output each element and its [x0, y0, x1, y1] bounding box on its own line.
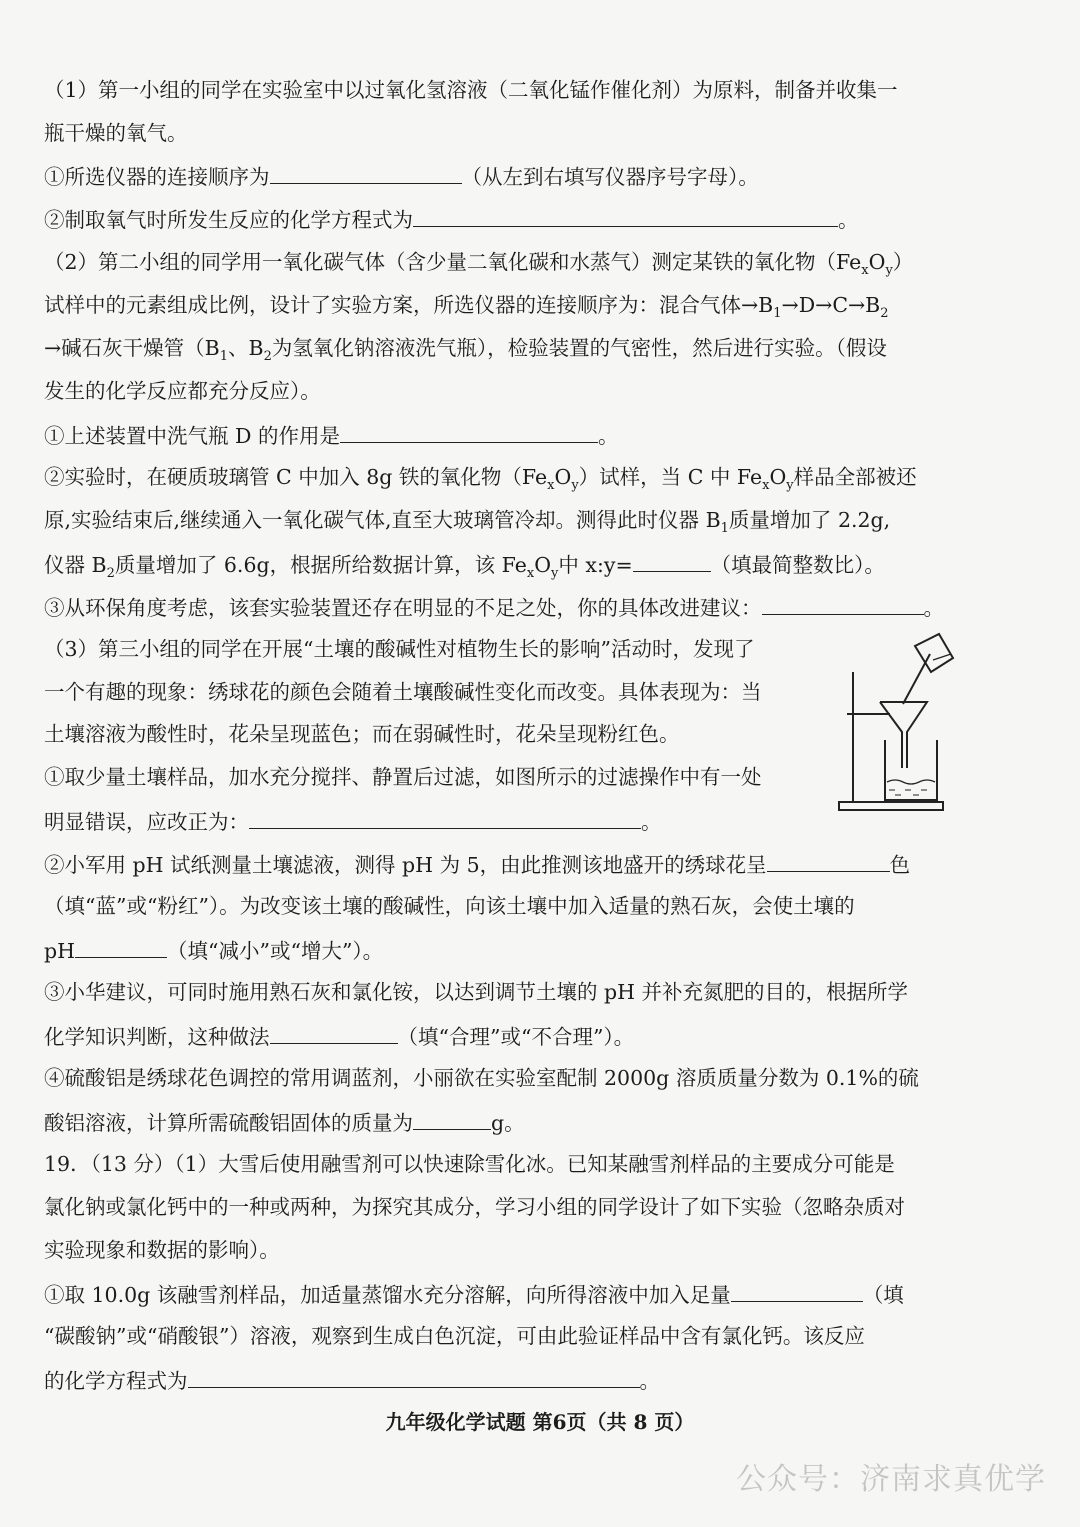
- q18-part3-item2-cont: （填“蓝”或“粉红”）。为改变该土壤的酸碱性，向该土壤中加入适量的熟石灰，会使土壤的: [44, 894, 855, 918]
- answer-blank[interactable]: [731, 1281, 863, 1302]
- q18-part1-intro: （1）第一小组的同学在实验室中以过氧化氢溶液（二氧化锰作催化剂）为原料，制备并收集一: [44, 78, 898, 102]
- q19-intro-cont2: 实验现象和数据的影响）。: [44, 1238, 280, 1262]
- q18-part2-item3: ③从环保角度考虑，该套实验装置还存在明显的不足之处，你的具体改进建议： 。: [44, 596, 944, 620]
- answer-blank[interactable]: [188, 1367, 640, 1388]
- q18-part3-item1: ①取少量土壤样品，加水充分搅拌、静置后过滤，如图所示的过滤操作中有一处: [44, 765, 762, 789]
- q18-part2-item2-cont: 原,实验结束后,继续通入一氧化碳气体,直至大玻璃管冷却。测得此时仪器 $B_1$质量增加了 2.2g,: [44, 508, 891, 537]
- glass-rod: [903, 654, 930, 704]
- q18-part2-item2: ②实验时，在硬质玻璃管 C 中加入 8g 铁的氧化物$(Fe_xO_y)$试样，当 C 中 $Fe_xO_y$样品全部被还: [44, 465, 917, 494]
- answer-blank[interactable]: [75, 937, 167, 958]
- answer-blank[interactable]: [270, 163, 462, 184]
- q18-part3-item1-cont: 明显错误，应改正为： 。: [44, 810, 662, 834]
- q19-item1: ①取 10.0g 该融雪剂样品，加适量蒸馏水充分溶解，向所得溶液中加入足量 （填: [44, 1283, 904, 1307]
- q18-part2-item1: ①上述装置中洗气瓶 D 的作用是 。: [44, 424, 619, 448]
- answer-blank[interactable]: [270, 1023, 398, 1044]
- q18-part3-item4: ④硫酸铝是绣球花色调控的常用调蓝剂，小丽欲在实验室配制 2000g 溶质质量分数为 0.1%的硫: [44, 1066, 919, 1090]
- q18-part2-intro-cont: 试样中的元素组成比例，设计了实验方案，所选仪器的连接顺序为：混合气体$\to B_1\to D\to C\to B_2$: [44, 293, 889, 322]
- answer-blank[interactable]: [767, 851, 890, 872]
- q18-part1-item1: ①所选仪器的连接顺序为 （从左到右填写仪器序号字母）。: [44, 165, 759, 189]
- filtration-apparatus-figure: [835, 632, 955, 817]
- funnel-inner: [880, 702, 902, 768]
- q18-part2-item2-cont2: 仪器 $B_2$质量增加了 6.6g，根据所给数据计算，该 $Fe_xO_y$中 x:y= （填最简整数比）。: [44, 553, 885, 582]
- q19-intro: 19．（13 分）（1）大雪后使用融雪剂可以快速除雪化冰。已知某融雪剂样品的主要成分可能是: [44, 1152, 895, 1176]
- q19-item1-cont2: 的化学方程式为 。: [44, 1369, 660, 1393]
- q18-part1-intro-cont: 瓶干燥的氧气。: [44, 121, 188, 145]
- page-footer: 九年级化学试题 第6页（共 8 页）: [385, 1410, 695, 1434]
- answer-blank[interactable]: [413, 1109, 491, 1130]
- answer-blank[interactable]: [762, 594, 924, 615]
- q18-part3-item3-cont: 化学知识判断，这种做法 （填“合理”或“不合理”）。: [44, 1025, 635, 1049]
- q18-part3-item4-cont: 酸铝溶液，计算所需硫酸铝固体的质量为 g。: [44, 1111, 525, 1135]
- q18-part3-intro-cont2: 土壤溶液为酸性时，花朵呈现蓝色；而在弱碱性时，花朵呈现粉红色。: [44, 722, 680, 746]
- q18-part3-intro-cont: 一个有趣的现象：绣球花的颜色会随着土壤酸碱性变化而改变。具体表现为：当: [44, 680, 762, 704]
- q18-part1-item2: ②制取氧气时所发生反应的化学方程式为 。: [44, 208, 859, 232]
- q18-part2-intro: （2）第二小组的同学用一氧化碳气体（含少量二氧化碳和水蒸气）测定某铁的氧化物$(Fe_xO_y)$: [44, 250, 914, 279]
- answer-blank[interactable]: [249, 808, 641, 829]
- receiving-beaker: [885, 740, 937, 800]
- q18-part3-item2-cont2: pH （填“减小”或“增大”）。: [44, 939, 384, 963]
- answer-blank[interactable]: [633, 551, 711, 572]
- q18-part3-item2: ②小军用 pH 试纸测量土壤滤液，测得 pH 为 5，由此推测该地盛开的绣球花呈 色: [44, 853, 911, 877]
- answer-blank[interactable]: [340, 422, 598, 443]
- watermark: 公众号：济南求真优学: [736, 1462, 1046, 1497]
- answer-blank[interactable]: [413, 206, 838, 227]
- pouring-beaker: [915, 634, 953, 672]
- filtrate-liquid: [887, 780, 935, 784]
- q19-item1-cont: “碳酸钠”或“硝酸银”）溶液，观察到生成白色沉淀，可由此验证样品中含有氯化钙。该反应: [44, 1324, 865, 1348]
- q18-part3-intro: （3）第三小组的同学在开展“土壤的酸碱性对植物生长的影响”活动时，发现了: [44, 637, 755, 661]
- q18-part2-intro-cont2: →碱石灰干燥管（$B_1$、$B_2$为氢氧化钠溶液洗气瓶），检验装置的气密性，然后进行实验。（假设: [44, 336, 887, 365]
- stand-base: [839, 802, 943, 810]
- q18-part2-intro-cont3: 发生的化学反应都充分反应）。: [44, 379, 321, 403]
- q19-intro-cont: 氯化钠或氯化钙中的一种或两种，为探究其成分，学习小组的同学设计了如下实验（忽略杂质对: [44, 1195, 905, 1219]
- q18-part3-item3: ③小华建议，可同时施用熟石灰和氯化铵，以达到调节土壤的 pH 并补充氮肥的目的，根据所学: [44, 980, 909, 1004]
